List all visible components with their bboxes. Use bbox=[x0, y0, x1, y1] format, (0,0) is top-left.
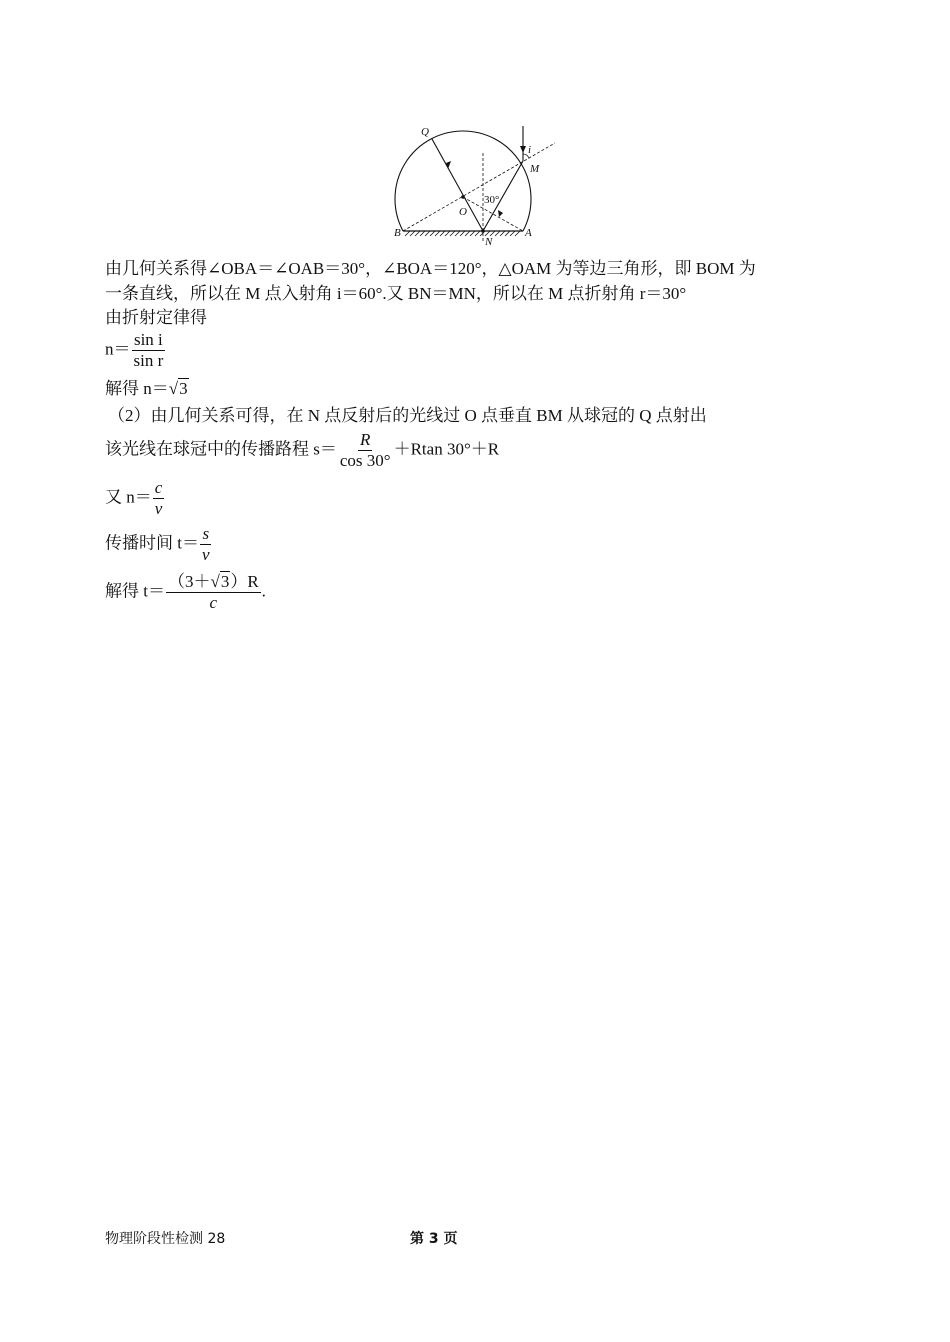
eq-n-fraction bbox=[132, 330, 166, 371]
result-prefix: 解得 t＝ bbox=[105, 581, 165, 601]
result-num-a: （3＋ bbox=[167, 572, 211, 591]
n-again-fraction bbox=[153, 478, 165, 519]
reflected-ray bbox=[432, 139, 483, 231]
sqrt-radicand: 3 bbox=[179, 379, 188, 398]
result-sqrt: √3 bbox=[210, 572, 230, 591]
optics-diagram bbox=[385, 118, 560, 253]
path-prefix: 该光线在球冠中的传播路程 s＝ bbox=[105, 439, 337, 459]
label-o: O bbox=[459, 206, 467, 218]
time-prefix: 传播时间 t＝ bbox=[105, 533, 199, 553]
point-o bbox=[461, 195, 465, 199]
path-equation bbox=[105, 430, 499, 471]
n-again-prefix: 又 n＝ bbox=[105, 487, 152, 507]
part-2-line: （2）由几何关系可得，在 N 点反射后的光线过 O 点垂直 BM 从球冠的 Q 点射出 bbox=[108, 406, 707, 425]
eq-n-den: sin r bbox=[133, 351, 164, 370]
label-a: A bbox=[525, 227, 532, 239]
solve-n-line bbox=[105, 378, 189, 400]
solution-line-1: 由几何关系得∠OBA＝∠OAB＝30°，∠BOA＝120°，△OAM 为等边三角形，即 BOM 为 bbox=[105, 259, 756, 278]
path-fraction bbox=[338, 430, 393, 471]
time-equation bbox=[105, 524, 213, 565]
solution-line-3: 由折射定律得 bbox=[105, 308, 207, 327]
eq-n-lhs: n＝ bbox=[105, 339, 131, 359]
time-num: s bbox=[202, 524, 210, 543]
base-hatching bbox=[405, 231, 520, 236]
page-number: 第 3 页 bbox=[410, 1231, 458, 1247]
label-n: N bbox=[485, 236, 493, 248]
eq-n-num: sin i bbox=[133, 330, 163, 349]
label-m: M bbox=[530, 163, 540, 175]
footer-title: 物理阶段性检测 28 bbox=[105, 1231, 226, 1247]
label-angle: 30° bbox=[484, 194, 500, 206]
point-n bbox=[481, 229, 485, 233]
result-num bbox=[166, 572, 261, 593]
result-fraction bbox=[166, 572, 261, 613]
n-again-equation bbox=[105, 478, 165, 519]
bom-dashed bbox=[403, 143, 555, 231]
label-b: B bbox=[394, 227, 401, 239]
time-den: v bbox=[201, 545, 210, 564]
result-suffix: . bbox=[261, 581, 266, 601]
solve-n-prefix: 解得 n＝ bbox=[105, 379, 169, 398]
path-num: R bbox=[360, 430, 371, 449]
refracted-arrow bbox=[498, 210, 503, 217]
n-again-num: c bbox=[154, 478, 163, 497]
label-q: Q bbox=[421, 126, 429, 138]
result-equation bbox=[105, 572, 266, 613]
time-fraction bbox=[200, 524, 212, 565]
label-i: i bbox=[528, 144, 532, 156]
incident-arrow bbox=[520, 146, 526, 153]
result-den: c bbox=[209, 593, 218, 612]
path-den: cos 30° bbox=[339, 451, 391, 470]
solution-line-2: 一条直线，所以在 M 点入射角 i＝60°.又 BN＝MN，所以在 M 点折射角 r＝30° bbox=[105, 284, 687, 303]
n-again-den: v bbox=[154, 499, 163, 518]
result-sqrt-radicand: 3 bbox=[220, 572, 230, 591]
path-suffix: ＋Rtan 30°＋R bbox=[393, 439, 500, 459]
result-num-b: ）R bbox=[230, 572, 259, 591]
sqrt-3: √3 bbox=[168, 379, 188, 398]
refraction-equation bbox=[105, 330, 166, 371]
